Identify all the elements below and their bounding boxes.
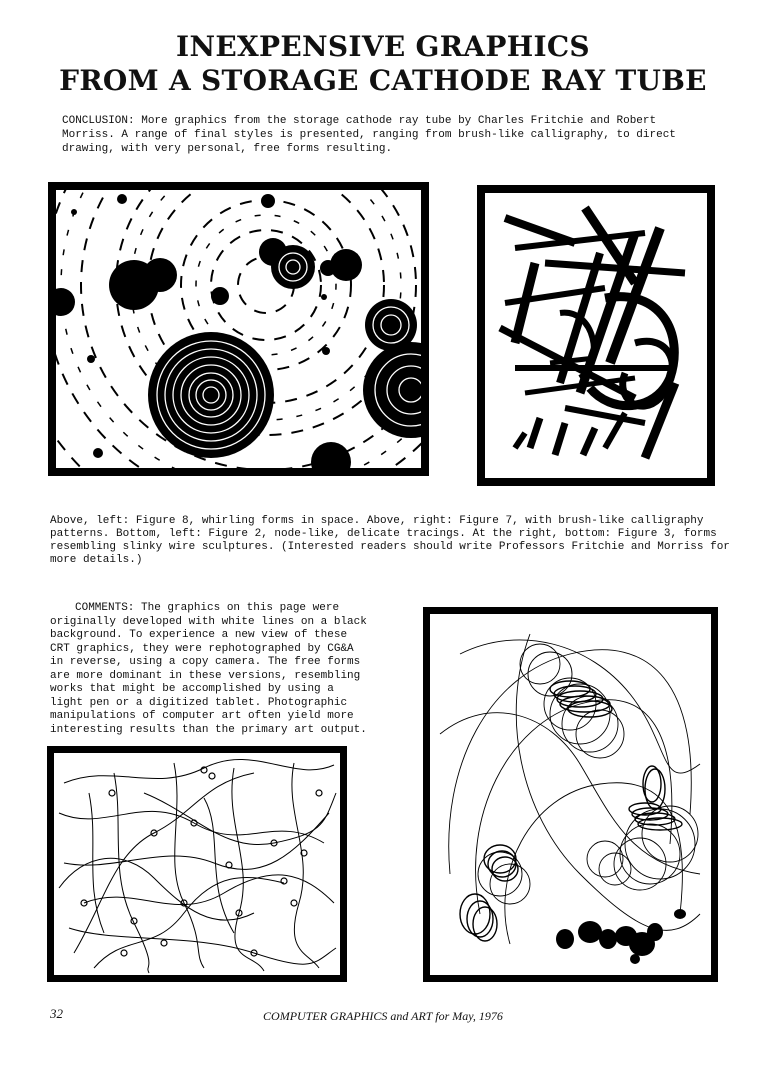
figure-caption: Above, left: Figure 8, whirling forms in space. Above, right: Figure 7, with brush-like calligraphy patterns. Bottom, left: Figure 2, node-like, delicate tracings. At the right, bottom: Figure 3, forms resembling slinky wire sculptures. (Interested readers should write Professors Fritchie and Morriss for more details.) [50,515,730,566]
footer-citation: COMPUTER GRAPHICS and ART for May, 1976 [263,1009,503,1023]
comments-paragraph: COMMENTS: The graphics on this page were originally developed with white lines on a black background. To experience a new view of these CRT graphics, they were rephotographed by CG&A in reverse, using a copy camera. The free forms are more dominant in these versions, resembling works that might be accomplished by using a light pen or a digitized tablet. Photographic manipulations of computer art often yield more interesting results than the primary art output. [50,602,367,736]
figure-2-node-tracings [47,746,347,982]
figure-7-artwork [485,193,707,478]
figure-7-calligraphy [477,185,715,486]
page-title [0,30,766,98]
figure-8-whirling-forms [48,182,429,476]
figure-3-slinky-sculptures [423,607,718,982]
figure-3-artwork [430,614,711,975]
conclusion-paragraph: CONCLUSION: More graphics from the storage cathode ray tube by Charles Fritchie and Robert Morriss. A range of final styles is presented, ranging from brush-like calligraphy, to direct drawing, with very personal, free forms resulting. [62,115,676,155]
title-line-1: INEXPENSIVE GRAPHICS [176,30,590,63]
title-line-2: FROM A STORAGE CATHODE RAY TUBE [59,64,707,97]
page-number: 32 [50,1006,63,1021]
figure-8-artwork [56,190,421,468]
figure-2-artwork [54,753,340,975]
